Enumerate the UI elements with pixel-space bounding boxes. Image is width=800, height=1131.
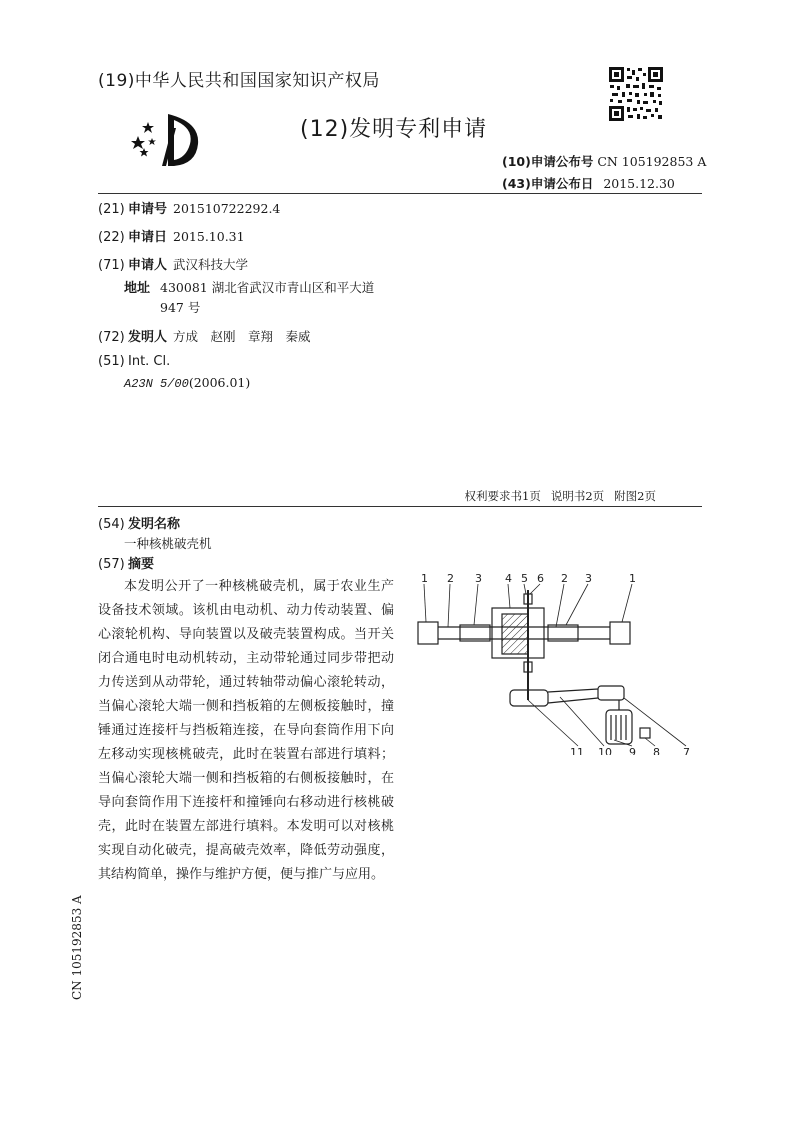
field-label: 申请人 (128, 258, 168, 273)
field-label: 申请号 (128, 202, 168, 217)
field-label: 发明名称 (128, 517, 181, 532)
part-label: 9 (629, 746, 636, 755)
drawings-pages: 附图2页 (614, 489, 656, 503)
left-end-block (418, 622, 438, 644)
publication-number-label: (10)申请公布号 (502, 154, 594, 169)
address-cont (160, 298, 200, 316)
field-code: (72) (98, 330, 125, 345)
right-end-block (610, 622, 630, 644)
invention-title-heading (98, 513, 180, 532)
field-value: 2015.10.31 (173, 229, 245, 244)
publication-number (502, 152, 706, 170)
ipc-classification (124, 375, 250, 391)
field-code: (22) (98, 230, 125, 245)
office-name: (19)中华人民共和国国家知识产权局 (98, 71, 380, 91)
address-line-2: 947 号 (160, 300, 201, 315)
publication-date-value: 2015.12.30 (603, 176, 675, 191)
publication-number-value: CN 105192853 A (597, 154, 707, 169)
side-publication-number: CN 105192853 A (70, 895, 84, 1000)
page-counts (455, 488, 656, 504)
part-label: 2 (561, 572, 568, 585)
part-label: 1 (629, 572, 636, 585)
application-date (98, 226, 245, 245)
part-label: 1 (421, 572, 428, 585)
cnipa-logo (128, 108, 208, 172)
representative-drawing (410, 570, 710, 755)
part-label: 10 (598, 746, 612, 755)
part-label: 11 (570, 746, 584, 755)
field-label: 申请日 (128, 230, 168, 245)
field-label: 摘要 (128, 557, 155, 572)
header-divider (98, 193, 702, 194)
part-label: 2 (447, 572, 454, 585)
part-label: 3 (585, 572, 592, 585)
abstract-text: 本发明公开了一种核桃破壳机，属于农业生产设备技术领域。该机由电动机、动力传动装置、偏心滚轮机构、导向装置以及破壳装置构成。当开关闭合通电时电动机转动，主动带轮通过同步带把动力传送到从动带轮，通过转轴带动偏心滚轮转动，当偏心滚轮大端一侧和挡板箱的左侧板接触时，撞锤通过连接杆与挡板箱连接，在导向套筒作用下向左移动实现核桃破壳，此时在装置右部进行填料；当偏心滚轮大端一侧和挡板箱的右侧板接触时，在导向套筒作用下连接杆和撞锤向右移动进行核桃破壳，此时在装置左部进行填料。本发明可以对核桃实现自动化破壳，提高破壳效率，降低劳动强度，其结构简单，操作与维护方便，便与推广与应用。 (98, 579, 394, 882)
int-cl (98, 354, 170, 369)
top-part-labels (421, 572, 636, 585)
field-value: 方成 赵刚 章翔 秦威 (173, 329, 311, 344)
field-value: 武汉科技大学 (173, 257, 249, 272)
field-code: (21) (98, 202, 125, 217)
part-label: 4 (505, 572, 512, 585)
ipc-version: (2006.01) (188, 375, 251, 390)
publication-date (502, 174, 675, 192)
part-label: 3 (475, 572, 482, 585)
claims-pages: 权利要求书1页 (464, 489, 541, 503)
field-code: (71) (98, 258, 125, 273)
invention-title-value: 一种核桃破壳机 (124, 536, 212, 551)
description-pages: 说明书2页 (550, 489, 605, 503)
publication-date-label: (43)申请公布日 (502, 176, 594, 191)
field-value: 201510722292.4 (173, 201, 281, 216)
switch (640, 728, 650, 738)
field-label: 地址 (124, 281, 151, 296)
document-type: (12)发明专利申请 (300, 117, 488, 142)
part-label: 5 (521, 572, 528, 585)
invention-title (124, 534, 212, 552)
address-line-1: 430081 湖北省武汉市青山区和平大道 (160, 280, 375, 295)
field-label: 发明人 (128, 330, 168, 345)
field-label: Int. Cl. (128, 354, 171, 369)
part-label: 8 (653, 746, 660, 755)
ipc-class: A23N 5/00 (124, 377, 189, 391)
qr-code (608, 66, 664, 122)
part-label: 6 (537, 572, 544, 585)
electric-motor (606, 710, 632, 744)
applicant (98, 254, 248, 273)
field-code: (54) (98, 517, 125, 532)
abstract-heading (98, 553, 154, 572)
drive-pulley (598, 686, 624, 700)
application-number (98, 198, 280, 217)
bottom-part-labels (570, 746, 690, 755)
inventors (98, 326, 311, 345)
part-label: 7 (683, 746, 690, 755)
page-counts-divider (98, 506, 702, 507)
field-code: (57) (98, 557, 125, 572)
address (124, 277, 374, 296)
field-code: (51) (98, 354, 125, 369)
eccentric-roller (502, 614, 528, 654)
